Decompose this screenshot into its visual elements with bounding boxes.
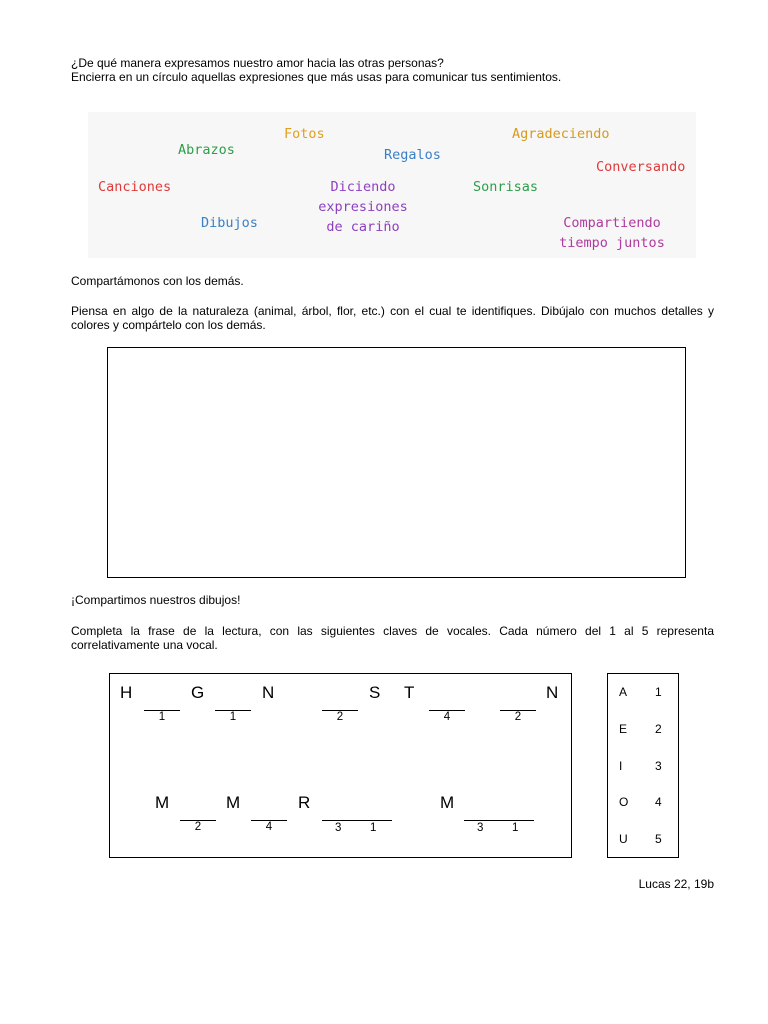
puzzle-letter: G <box>191 683 205 702</box>
vowel-blank[interactable]: 4 <box>251 820 287 834</box>
puzzle-letter: M <box>226 793 241 812</box>
vowel-number: 3 <box>335 822 342 834</box>
puzzle-letter: T <box>404 683 415 702</box>
vowel-blank-double[interactable] <box>464 820 534 834</box>
expression-conversando: Conversando <box>596 159 686 175</box>
bible-reference: Lucas 22, 19b <box>638 877 714 891</box>
vowel-key-row: E 2 <box>619 722 662 736</box>
intro-instruction: Encierra en un círculo aquellas expresiones que más usas para comunicar tus sentimientos. <box>71 70 562 84</box>
vowel-key-row: O 4 <box>619 795 662 809</box>
vowel-blank[interactable]: 4 <box>429 710 465 724</box>
vowel-blank[interactable]: 2 <box>500 710 536 724</box>
vowel-key-table <box>607 673 679 858</box>
vowel-blank[interactable]: 2 <box>180 820 216 834</box>
expression-compartiendo: Compartiendo tiempo juntos <box>559 215 665 251</box>
vowel-blank-double[interactable] <box>322 820 392 834</box>
intro-question: ¿De qué manera expresamos nuestro amor hacia las otras personas? <box>71 56 444 70</box>
expression-diciendo: Diciendo expresiones de cariño <box>318 179 408 235</box>
expression-agradeciendo: Agradeciendo <box>512 126 610 142</box>
vowel-key-row: U 5 <box>619 832 662 846</box>
vowel-number: 1 <box>370 822 377 834</box>
vowel-key-row: I 3 <box>619 759 662 773</box>
puzzle-letter: N <box>262 683 275 702</box>
expression-canciones: Canciones <box>98 179 172 195</box>
puzzle-letter: H <box>120 683 133 702</box>
puzzle-letter: S <box>369 683 381 702</box>
vowel-number: 3 <box>477 822 484 834</box>
share-drawings-heading: ¡Compartimos nuestros dibujos! <box>71 593 241 607</box>
expression-dibujos: Dibujos <box>201 215 258 231</box>
expression-abrazos: Abrazos <box>178 142 235 158</box>
vowel-blank[interactable]: 1 <box>215 710 251 724</box>
vowel-number: 1 <box>512 822 519 834</box>
vowel-blank[interactable]: 1 <box>144 710 180 724</box>
drawing-area[interactable] <box>107 347 686 578</box>
puzzle-letter: N <box>546 683 559 702</box>
puzzle-letter: M <box>155 793 170 812</box>
vowel-key-row: A 1 <box>619 685 662 699</box>
nature-instruction: Piensa en algo de la naturaleza (animal, árbol, flor, etc.) con el cual te identifiques. Dibújalo con muchos detalles y colores y compártelo con los demás. <box>71 304 714 332</box>
expressions-panel <box>88 112 696 258</box>
vowel-blank[interactable]: 2 <box>322 710 358 724</box>
puzzle-instruction: Completa la frase de la lectura, con las siguientes claves de vocales. Cada número del 1 al 5 representa correlativamente una vocal. <box>71 624 714 652</box>
expression-sonrisas: Sonrisas <box>473 179 539 195</box>
expression-fotos: Fotos <box>284 126 325 142</box>
vowel-puzzle <box>109 673 572 858</box>
expression-regalos: Regalos <box>384 147 441 163</box>
share-heading: Compartámonos con los demás. <box>71 274 244 288</box>
puzzle-letter: R <box>298 793 311 812</box>
puzzle-letter: M <box>440 793 455 812</box>
